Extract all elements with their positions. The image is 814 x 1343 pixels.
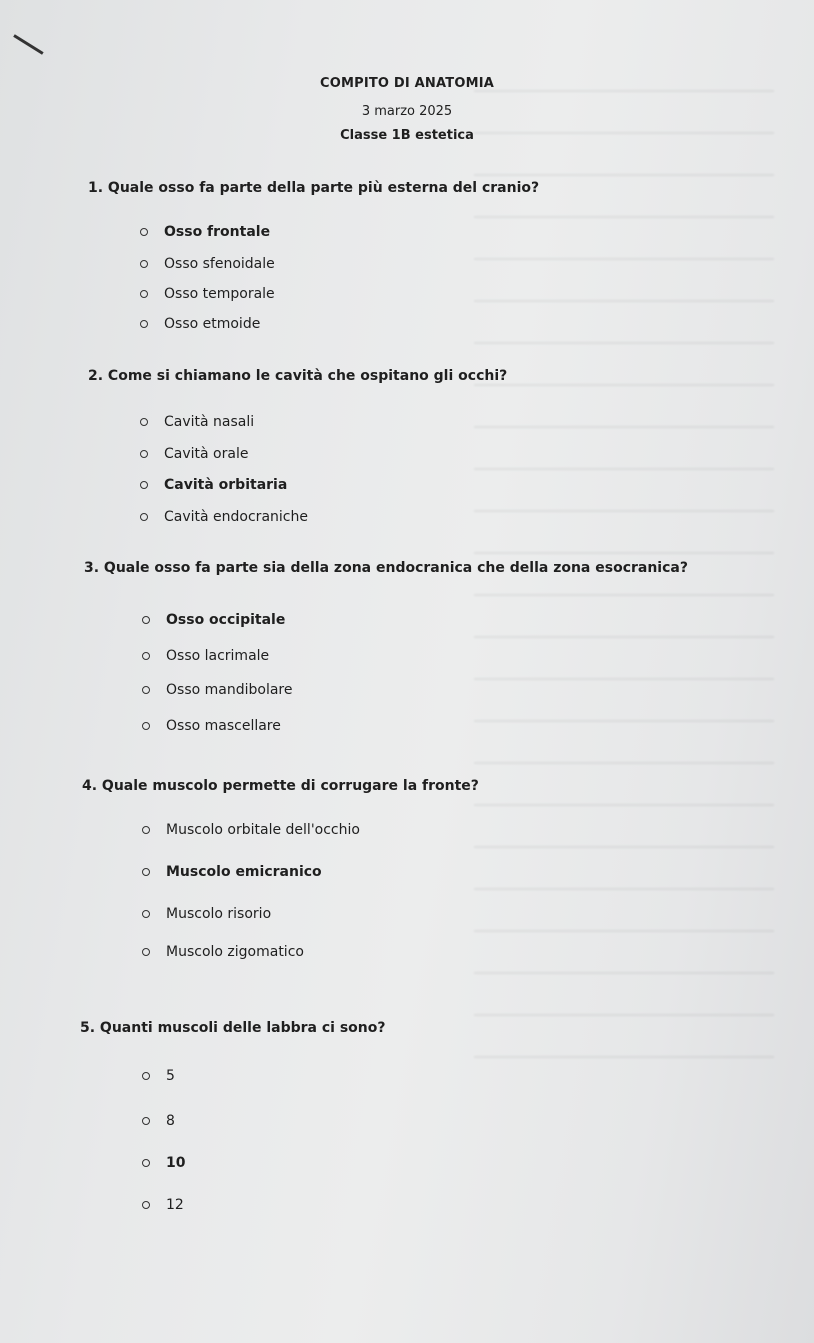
- question-3: 3. Quale osso fa parte sia della zona endocranica che della zona esocranica?: [84, 560, 688, 576]
- option-label: Muscolo emicranico: [166, 864, 322, 880]
- question-1-option-4[interactable]: [140, 316, 260, 332]
- option-label: 12: [166, 1197, 184, 1213]
- radio-icon[interactable]: [140, 260, 148, 268]
- option-label: Osso temporale: [164, 286, 275, 302]
- radio-icon[interactable]: [142, 826, 150, 834]
- radio-icon[interactable]: [140, 513, 148, 521]
- radio-icon[interactable]: [142, 1117, 150, 1125]
- radio-icon[interactable]: [142, 1072, 150, 1080]
- question-1: 1. Quale osso fa parte della parte più esterna del cranio?: [88, 180, 540, 196]
- question-5-option-4[interactable]: [142, 1197, 184, 1213]
- option-label: Muscolo zigomatico: [166, 944, 304, 960]
- radio-icon[interactable]: [142, 722, 150, 730]
- option-label: 10: [166, 1155, 186, 1171]
- radio-icon[interactable]: [142, 652, 150, 660]
- option-label: Cavità nasali: [164, 414, 255, 430]
- question-1-option-3[interactable]: [140, 286, 275, 302]
- option-label: Osso mascellare: [166, 718, 281, 734]
- question-3-option-1[interactable]: [142, 612, 285, 628]
- radio-icon[interactable]: [140, 450, 148, 458]
- question-5-option-1[interactable]: [142, 1068, 175, 1084]
- question-5: 5. Quanti muscoli delle labbra ci sono?: [80, 1020, 386, 1036]
- radio-icon[interactable]: [142, 948, 150, 956]
- option-label: Muscolo risorio: [166, 906, 272, 922]
- question-3-option-2[interactable]: [142, 648, 269, 664]
- radio-icon[interactable]: [140, 290, 148, 298]
- document-title: COMPITO DI ANATOMIA: [319, 76, 495, 91]
- question-2: 2. Come si chiamano le cavità che ospitano gli occhi?: [88, 368, 508, 384]
- radio-icon[interactable]: [142, 1201, 150, 1209]
- question-2-option-2[interactable]: [140, 446, 248, 462]
- radio-icon[interactable]: [142, 686, 150, 694]
- question-1-option-1[interactable]: [140, 224, 270, 240]
- question-4-option-3[interactable]: [142, 906, 271, 922]
- radio-icon[interactable]: [140, 228, 148, 236]
- question-5-option-3[interactable]: [142, 1155, 185, 1171]
- radio-icon[interactable]: [140, 481, 148, 489]
- question-4-option-4[interactable]: [142, 944, 304, 960]
- radio-icon[interactable]: [140, 320, 148, 328]
- question-3-option-3[interactable]: [142, 682, 292, 698]
- radio-icon[interactable]: [142, 910, 150, 918]
- option-label: Osso lacrimale: [166, 648, 270, 664]
- question-2-option-3[interactable]: [140, 477, 287, 493]
- class-label: Classe 1B estetica: [340, 128, 474, 143]
- option-label: Osso sfenoidale: [164, 256, 275, 272]
- pen-mark: [13, 34, 43, 55]
- question-4: 4. Quale muscolo permette di corrugare la fronte?: [82, 778, 479, 794]
- option-label: Osso occipitale: [166, 612, 286, 628]
- radio-icon[interactable]: [142, 616, 150, 624]
- radio-icon[interactable]: [140, 418, 148, 426]
- question-1-option-2[interactable]: [140, 256, 275, 272]
- option-label: Cavità endocraniche: [164, 509, 308, 525]
- option-label: Osso etmoide: [164, 316, 261, 332]
- option-label: Osso mandibolare: [166, 682, 293, 698]
- question-5-option-2[interactable]: [142, 1113, 175, 1129]
- question-2-option-1[interactable]: [140, 414, 254, 430]
- question-4-option-2[interactable]: [142, 864, 322, 880]
- document-date: 3 marzo 2025: [361, 104, 453, 119]
- option-label: 5: [166, 1068, 175, 1084]
- radio-icon[interactable]: [142, 1159, 150, 1167]
- question-2-option-4[interactable]: [140, 509, 308, 525]
- question-4-option-1[interactable]: [142, 822, 360, 838]
- question-3-option-4[interactable]: [142, 718, 281, 734]
- option-label: Muscolo orbitale dell'occhio: [166, 822, 360, 838]
- option-label: Cavità orbitaria: [164, 477, 288, 493]
- radio-icon[interactable]: [142, 868, 150, 876]
- option-label: 8: [166, 1113, 175, 1129]
- option-label: Cavità orale: [164, 446, 249, 462]
- option-label: Osso frontale: [164, 224, 271, 240]
